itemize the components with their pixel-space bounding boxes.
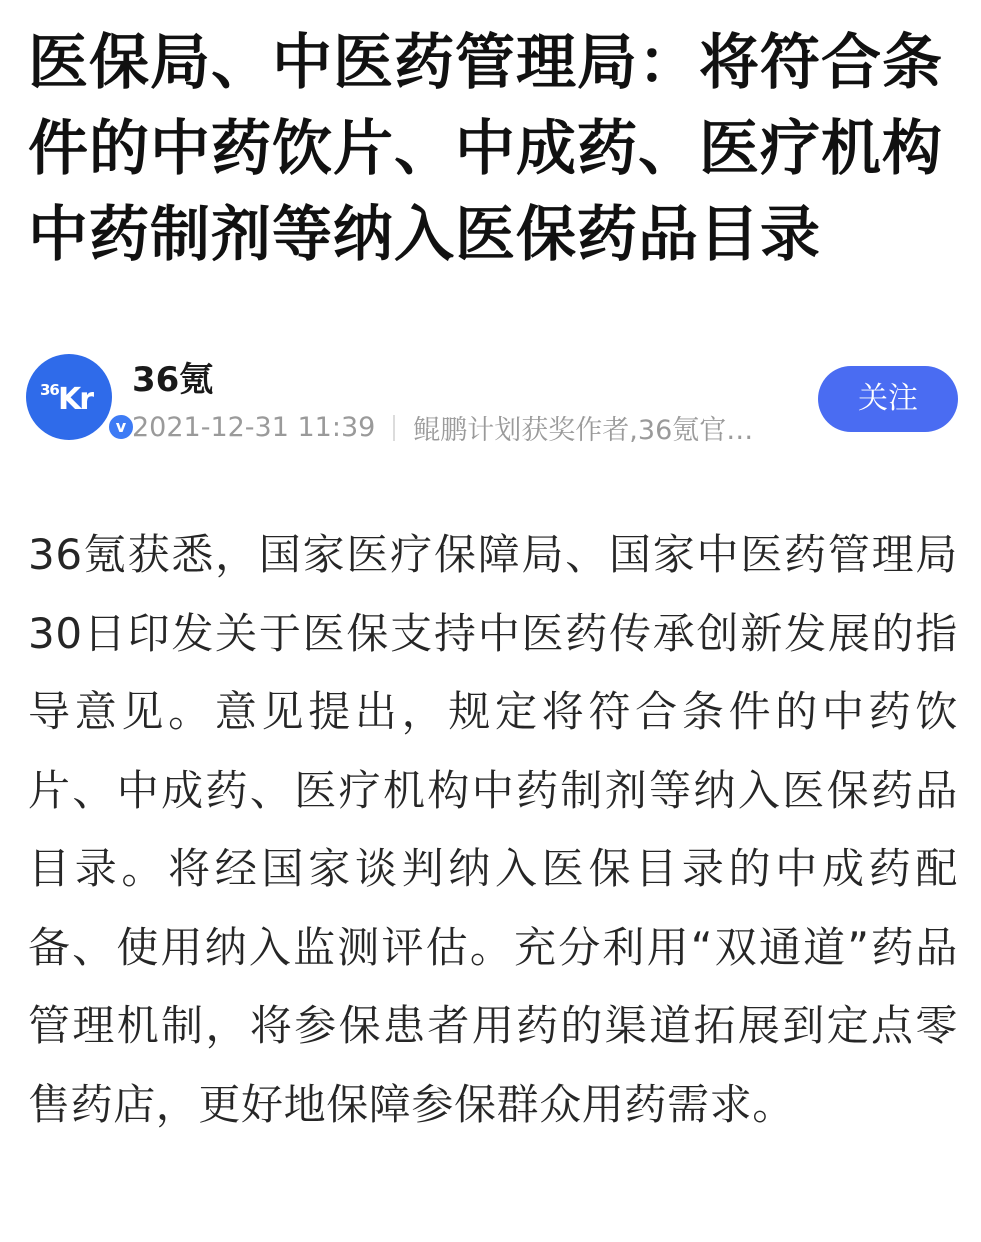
author-avatar[interactable] xyxy=(26,354,127,440)
author-meta xyxy=(132,408,802,444)
author-description: 鲲鹏计划获奖作者,36氪官… xyxy=(413,415,754,444)
avatar-logo-main-text: Kr xyxy=(58,382,93,417)
publish-date: 2021-12-31 11:39 xyxy=(132,412,376,443)
article-title: 医保局、中医药管理局：将符合条件的中药饮片、中成药、医疗机构中药制剂等纳入医保药品目录 xyxy=(28,28,943,270)
verified-badge-icon: v xyxy=(106,412,136,442)
avatar-logo-small-text: 36 xyxy=(40,381,59,399)
meta-divider xyxy=(393,415,395,441)
author-bar xyxy=(26,352,958,448)
article-body: 36氪获悉，国家医疗保障局、国家中医药管理局30日印发关于医保支持中医药传承创新发展的指导意见。意见提出，规定将符合条件的中药饮片、中成药、医疗机构中药制剂等纳入医保药品目录。将经国家谈判纳入医保目录的中成药配备、使用纳入监测评估。充分利用“双通道”药品管理机制，将参保患者用药的渠道拓展到定点零售药店，更好地保障参保群众用药需求。 xyxy=(28,530,958,1129)
author-name[interactable]: 36氪 xyxy=(132,360,214,400)
follow-button[interactable]: 关注 xyxy=(818,366,958,432)
